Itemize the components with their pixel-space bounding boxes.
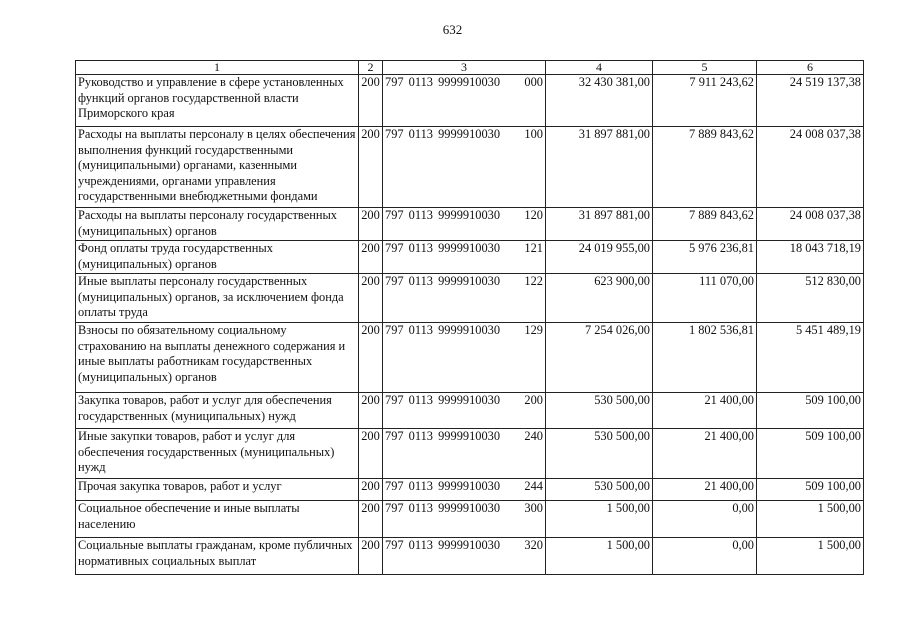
row-col4: 32 430 381,00: [546, 75, 653, 127]
row-name: Взносы по обязательному социальному страхованию на выплаты денежного содержания и иные выплаты работникам государственных (муниципальных) органов: [76, 323, 359, 393]
page-number: 632: [442, 22, 463, 37]
row-expense-type: 000: [524, 75, 543, 89]
row-grbs: 200: [359, 501, 383, 538]
row-name: Иные закупки товаров, работ и услуг для обеспечения государственных (муниципальных) нужд: [76, 429, 359, 479]
row-code: [383, 393, 546, 429]
row-code: [383, 241, 546, 274]
row-col4: 7 254 026,00: [546, 323, 653, 393]
row-name: Социальное обеспечение и иные выплаты населению: [76, 501, 359, 538]
table-row: [76, 208, 864, 241]
row-col6: 24 519 137,38: [757, 75, 864, 127]
table-row: [76, 479, 864, 501]
row-col5: 7 889 843,62: [653, 208, 757, 241]
row-col5: 21 400,00: [653, 479, 757, 501]
row-code: [383, 501, 546, 538]
table-row: [76, 429, 864, 479]
row-col5: 7 911 243,62: [653, 75, 757, 127]
row-code-main: 797 0113 9999910030: [385, 241, 501, 255]
row-col6: 509 100,00: [757, 429, 864, 479]
row-col4: 24 019 955,00: [546, 241, 653, 274]
row-grbs: 200: [359, 75, 383, 127]
row-code: [383, 208, 546, 241]
row-col5: 0,00: [653, 538, 757, 575]
row-col5: 111 070,00: [653, 274, 757, 323]
table-row: [76, 241, 864, 274]
row-name: Социальные выплаты гражданам, кроме публичных нормативных социальных выплат: [76, 538, 359, 575]
row-name: Расходы на выплаты персоналу в целях обеспечения выполнения функций государственными (муниципальными) органами, казенными учреждениями, органами управления государственными внебюджетными фондами: [76, 127, 359, 208]
row-code: [383, 323, 546, 393]
row-col5: 7 889 843,62: [653, 127, 757, 208]
row-col4: 530 500,00: [546, 393, 653, 429]
column-header-3: 3: [383, 61, 546, 75]
table-body: [76, 75, 864, 575]
row-grbs: 200: [359, 274, 383, 323]
row-expense-type: 122: [524, 274, 543, 288]
row-col5: 1 802 536,81: [653, 323, 757, 393]
row-code: [383, 127, 546, 208]
row-code-main: 797 0113 9999910030: [385, 274, 501, 288]
table-row: [76, 127, 864, 208]
row-grbs: 200: [359, 393, 383, 429]
row-col5: 21 400,00: [653, 429, 757, 479]
row-code-main: 797 0113 9999910030: [385, 208, 501, 222]
table-row: [76, 501, 864, 538]
row-code: [383, 538, 546, 575]
table-row: [76, 75, 864, 127]
row-name: Прочая закупка товаров, работ и услуг: [76, 479, 359, 501]
row-col4: 1 500,00: [546, 501, 653, 538]
row-col6: 509 100,00: [757, 479, 864, 501]
row-col4: 623 900,00: [546, 274, 653, 323]
row-col6: 1 500,00: [757, 538, 864, 575]
row-code-main: 797 0113 9999910030: [385, 75, 501, 89]
row-code-main: 797 0113 9999910030: [385, 127, 501, 141]
row-col6: 24 008 037,38: [757, 127, 864, 208]
row-col4: 31 897 881,00: [546, 127, 653, 208]
table-row: [76, 323, 864, 393]
row-name: Фонд оплаты труда государственных (муниципальных) органов: [76, 241, 359, 274]
column-header-5: 5: [653, 61, 757, 75]
row-grbs: 200: [359, 127, 383, 208]
row-expense-type: 320: [524, 538, 543, 552]
row-code: [383, 75, 546, 127]
row-name: Закупка товаров, работ и услуг для обеспечения государственных (муниципальных) нужд: [76, 393, 359, 429]
row-col6: 1 500,00: [757, 501, 864, 538]
row-expense-type: 240: [524, 429, 543, 443]
row-grbs: 200: [359, 208, 383, 241]
row-col6: 512 830,00: [757, 274, 864, 323]
table-row: [76, 538, 864, 575]
row-code-main: 797 0113 9999910030: [385, 429, 501, 443]
row-expense-type: 244: [524, 479, 543, 493]
column-header-4: 4: [546, 61, 653, 75]
column-number-row: [76, 61, 864, 75]
column-header-1: 1: [76, 61, 359, 75]
row-col6: 5 451 489,19: [757, 323, 864, 393]
row-col4: 31 897 881,00: [546, 208, 653, 241]
row-col4: 1 500,00: [546, 538, 653, 575]
row-name: Расходы на выплаты персоналу государственных (муниципальных) органов: [76, 208, 359, 241]
row-grbs: 200: [359, 429, 383, 479]
row-expense-type: 100: [524, 127, 543, 141]
row-code: [383, 479, 546, 501]
row-expense-type: 129: [524, 323, 543, 337]
row-col4: 530 500,00: [546, 429, 653, 479]
row-col6: 18 043 718,19: [757, 241, 864, 274]
column-header-6: 6: [757, 61, 864, 75]
row-code-main: 797 0113 9999910030: [385, 323, 501, 337]
row-col6: 509 100,00: [757, 393, 864, 429]
row-code: [383, 274, 546, 323]
budget-table: [75, 60, 864, 575]
row-expense-type: 121: [524, 241, 543, 255]
row-grbs: 200: [359, 323, 383, 393]
row-expense-type: 200: [524, 393, 543, 407]
row-name: Руководство и управление в сфере установленных функций органов государственной власти Приморского края: [76, 75, 359, 127]
row-col4: 530 500,00: [546, 479, 653, 501]
row-expense-type: 300: [524, 501, 543, 515]
row-name: Иные выплаты персоналу государственных (муниципальных) органов, за исключением фонда оплаты труда: [76, 274, 359, 323]
table-row: [76, 274, 864, 323]
row-code-main: 797 0113 9999910030: [385, 479, 501, 493]
row-expense-type: 120: [524, 208, 543, 222]
row-code-main: 797 0113 9999910030: [385, 538, 501, 552]
row-code: [383, 429, 546, 479]
row-col5: 5 976 236,81: [653, 241, 757, 274]
row-col6: 24 008 037,38: [757, 208, 864, 241]
row-col5: 0,00: [653, 501, 757, 538]
row-code-main: 797 0113 9999910030: [385, 393, 501, 407]
row-code-main: 797 0113 9999910030: [385, 501, 501, 515]
column-header-2: 2: [359, 61, 383, 75]
row-grbs: 200: [359, 538, 383, 575]
table-row: [76, 393, 864, 429]
row-grbs: 200: [359, 479, 383, 501]
row-grbs: 200: [359, 241, 383, 274]
row-col5: 21 400,00: [653, 393, 757, 429]
